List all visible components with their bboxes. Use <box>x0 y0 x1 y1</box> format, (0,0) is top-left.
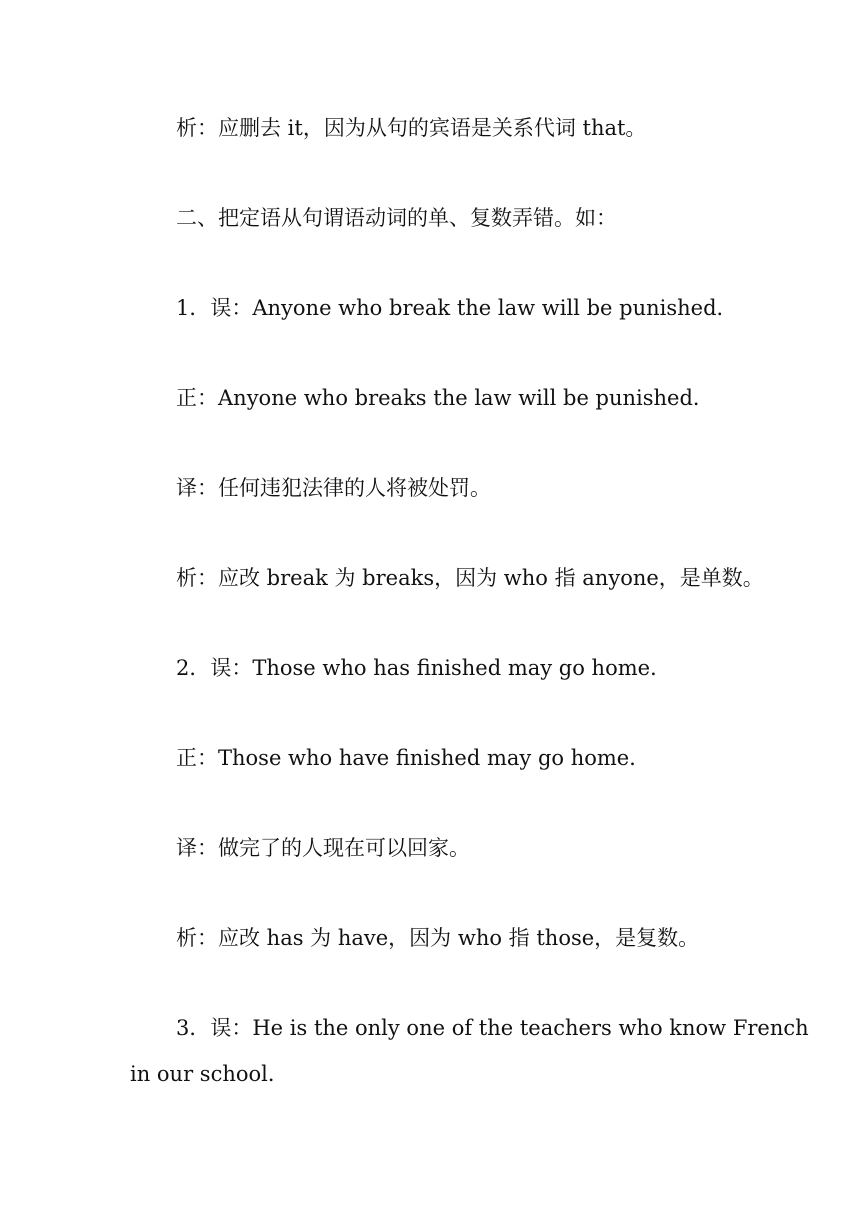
section-heading: 二、把定语从句谓语动词的单、复数弄错。如： <box>176 206 617 230</box>
example-2-wrong: 2．误：Those who has finished may go home． <box>176 656 672 680</box>
example-1-correct: 正：Anyone who breaks the law will be punished． <box>176 386 714 410</box>
example-2-correct: 正：Those who have finished may go home． <box>176 746 651 770</box>
example-1-wrong: 1．误：Anyone who break the law will be punished． <box>176 296 738 320</box>
analysis-line-1: 析：应删去 it，因为从句的宾语是关系代词 that。 <box>176 116 647 140</box>
example-3-wrong-line-1: 3．误：He is the only one of the teachers who know French <box>176 1016 809 1040</box>
example-3-wrong-line-2: in our school． <box>130 1062 289 1086</box>
example-1-analysis: 析：应改 break 为 breaks，因为 who 指 anyone，是单数。 <box>176 566 764 590</box>
example-2-translation: 译：做完了的人现在可以回家。 <box>176 836 470 860</box>
example-1-translation: 译：任何违犯法律的人将被处罚。 <box>176 476 491 500</box>
example-2-analysis: 析：应改 has 为 have，因为 who 指 those，是复数。 <box>176 926 700 950</box>
